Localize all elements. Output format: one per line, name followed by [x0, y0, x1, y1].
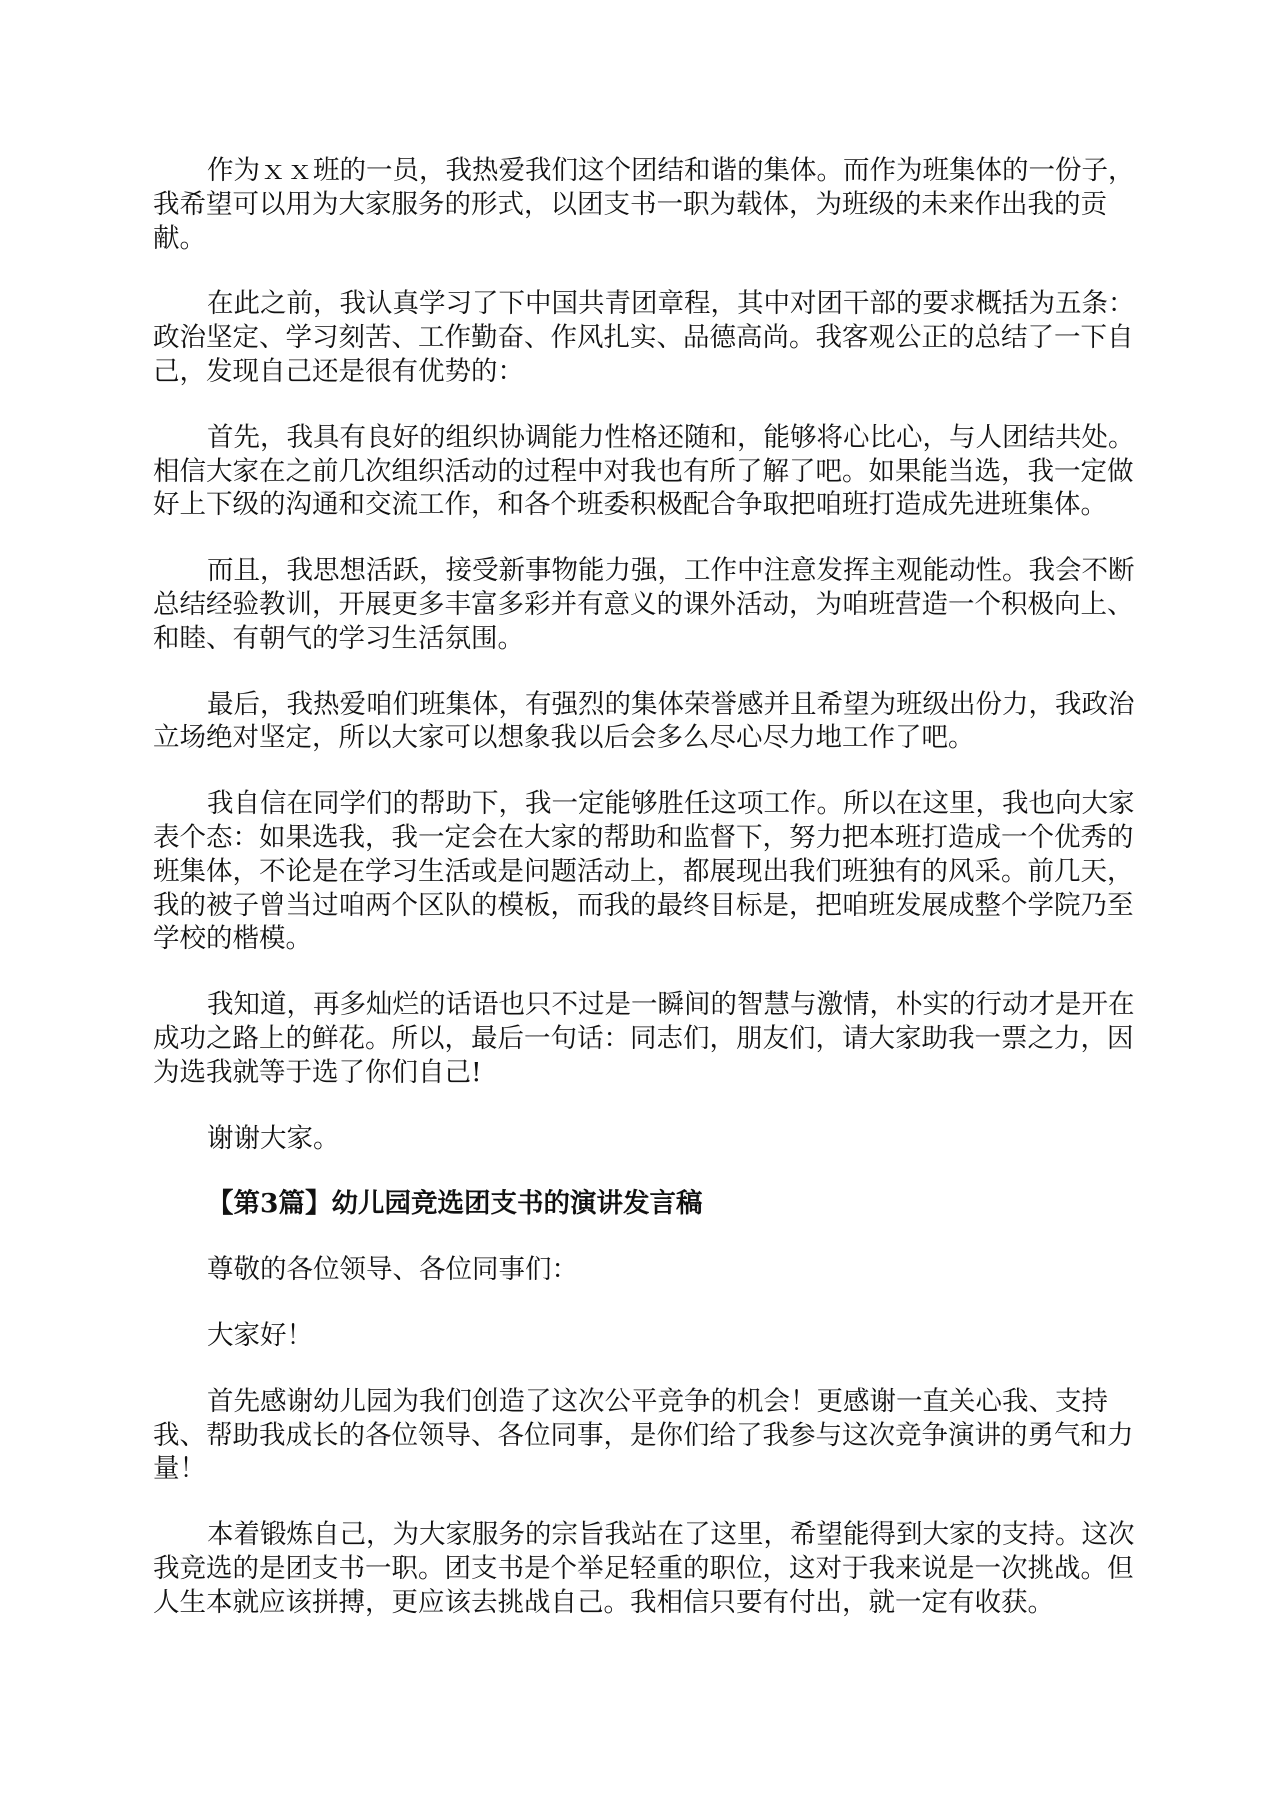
text-line: 【第3篇】幼儿园竞选团支书的演讲发言稿: [207, 1188, 703, 1220]
document-body: [153, 154, 1143, 1652]
paragraph: [153, 1385, 1143, 1486]
paragraph: [153, 988, 1143, 1089]
paragraph: [153, 787, 1143, 956]
text-line: 而且，我思想活跃，接受新事物能力强，工作中注意发挥主观能动性。我会不断: [207, 555, 1135, 587]
text-line: 表个态：如果选我，我一定会在大家的帮助和监督下，努力把本班打造成一个优秀的: [153, 821, 1134, 853]
paragraph: [153, 1319, 1143, 1353]
text-line: 献。: [153, 222, 206, 254]
text-line: 最后，我热爱咱们班集体，有强烈的集体荣誉感并且希望为班级出份力，我政治: [207, 688, 1135, 720]
text-line: 本着锻炼自己，为大家服务的宗旨我站在了这里，希望能得到大家的支持。这次: [207, 1519, 1135, 1551]
text-line: 立场绝对坚定，所以大家可以想象我以后会多么尽心尽力地工作了吧。: [153, 722, 975, 754]
text-line: 班集体，不论是在学习生活或是问题活动上，都展现出我们班独有的风采。前几天，: [153, 855, 1134, 887]
text-line: 成功之路上的鲜花。所以，最后一句话：同志们，朋友们，请大家助我一票之力，因: [153, 1022, 1134, 1054]
text-line: 我竞选的是团支书一职。团支书是个举足轻重的职位，这对于我来说是一次挑战。但: [153, 1552, 1134, 1584]
paragraph: [153, 554, 1143, 655]
text-line: 谢谢大家。: [207, 1122, 340, 1154]
text-line: 学校的楷模。: [153, 923, 312, 955]
paragraph: [153, 1518, 1143, 1619]
text-line: 我的被子曾当过咱两个区队的模板，而我的最终目标是，把咱班发展成整个学院乃至: [153, 889, 1134, 921]
text-line: 总结经验教训，开展更多丰富多彩并有意义的课外活动，为咱班营造一个积极向上、: [153, 588, 1134, 620]
paragraph: [153, 421, 1143, 522]
text-line: 尊敬的各位领导、各位同事们：: [207, 1254, 578, 1286]
paragraph: [153, 287, 1143, 388]
paragraph: [153, 154, 1143, 255]
text-line: 我希望可以用为大家服务的形式，以团支书一职为载体，为班级的未来作出我的贡: [153, 188, 1107, 220]
text-line: 首先感谢幼儿园为我们创造了这次公平竞争的机会！更感谢一直关心我、支持: [207, 1385, 1108, 1417]
text-line: 政治坚定、学习刻苦、工作勤奋、作风扎实、品德高尚。我客观公正的总结了一下自: [153, 322, 1134, 354]
text-line: 人生本就应该拼搏，更应该去挑战自己。我相信只要有付出，就一定有收获。: [153, 1586, 1054, 1618]
text-line: 我、帮助我成长的各位领导、各位同事，是你们给了我参与这次竞争演讲的勇气和力: [153, 1419, 1134, 1451]
text-line: 和睦、有朝气的学习生活氛围。: [153, 622, 524, 654]
text-line: 相信大家在之前几次组织活动的过程中对我也有所了解了吧。如果能当选，我一定做: [153, 455, 1134, 487]
text-line: 我知道，再多灿烂的话语也只不过是一瞬间的智慧与激情，朴实的行动才是开在: [207, 989, 1135, 1021]
text-line: 大家好！: [207, 1319, 313, 1351]
section-heading: [153, 1187, 1143, 1221]
paragraph: [153, 1122, 1143, 1156]
paragraph: [153, 1253, 1143, 1287]
text-line: 在此之前，我认真学习了下中国共青团章程，其中对团干部的要求概括为五条：: [207, 288, 1135, 320]
paragraph: [153, 688, 1143, 756]
text-line: 好上下级的沟通和交流工作，和各个班委积极配合争取把咱班打造成先进班集体。: [153, 489, 1107, 521]
text-line: 作为ｘｘ班的一员，我热爱我们这个团结和谐的集体。而作为班集体的一份子，: [207, 155, 1135, 186]
text-line: 量！: [153, 1453, 206, 1485]
text-line: 为选我就等于选了你们自己!: [153, 1056, 482, 1088]
text-line: 我自信在同学们的帮助下，我一定能够胜任这项工作。所以在这里，我也向大家: [207, 788, 1135, 820]
text-line: 己，发现自己还是很有优势的：: [153, 355, 524, 387]
text-line: 首先，我具有良好的组织协调能力性格还随和，能够将心比心，与人团结共处。: [207, 421, 1135, 453]
